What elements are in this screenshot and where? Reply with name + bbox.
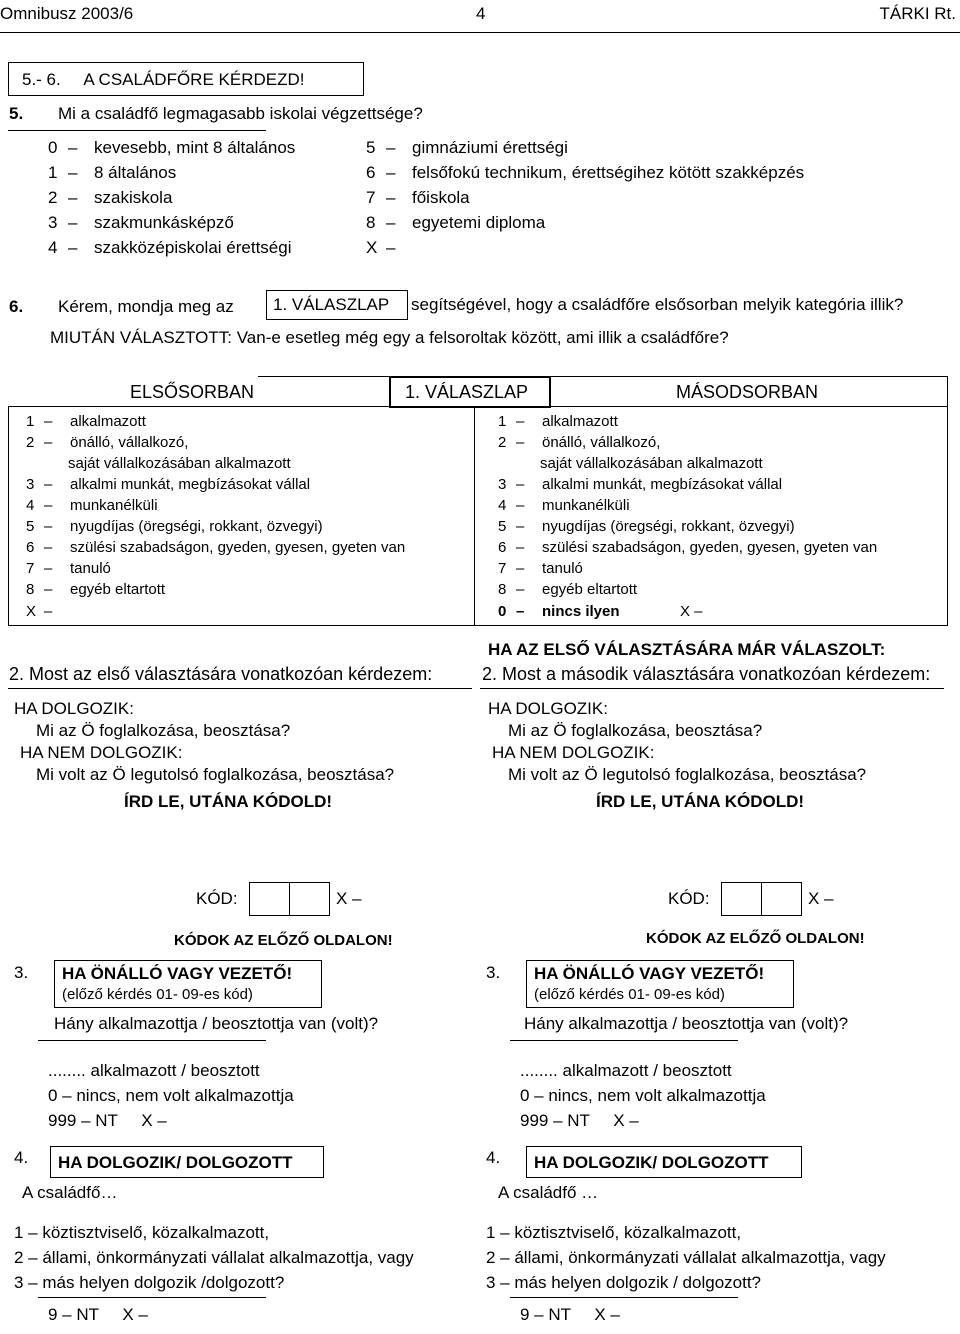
right-q3-text: Hány alkalmazottja / beosztottja van (volt)? bbox=[524, 1014, 849, 1033]
right-q4-head: HA DOLGOZIK/ DOLGOZOTT bbox=[534, 1153, 769, 1172]
list-item: 1 – alkalmazott bbox=[26, 413, 146, 430]
list-item: 0 – nincs ilyen bbox=[498, 603, 620, 620]
table-right-header: MÁSODSORBAN bbox=[676, 382, 819, 402]
right-kod-label: KÓD: bbox=[668, 889, 710, 908]
table-right-edge bbox=[947, 376, 948, 406]
left-q4-rule bbox=[38, 1297, 266, 1298]
table-card-header: 1. VÁLASZLAP bbox=[405, 382, 529, 402]
left-q4-opt3: 3 – más helyen dolgozik /dolgozott? bbox=[14, 1273, 285, 1292]
list-item: 5 – nyugdíjas (öregségi, rokkant, özvegyi) bbox=[498, 518, 795, 535]
right-q4-rule bbox=[510, 1297, 738, 1298]
left-q4-text: A családfő… bbox=[22, 1183, 118, 1202]
right-q3-rule bbox=[510, 1040, 738, 1041]
right-codes-prev: KÓDOK AZ ELŐZŐ OLDALON! bbox=[646, 930, 865, 947]
right-not-works-q: Mi volt az Ö legutolsó foglalkozása, beosztása? bbox=[508, 765, 867, 784]
right-q4-opt1: 1 – köztisztviselő, közalkalmazott, bbox=[486, 1223, 742, 1242]
page-number: 4 bbox=[476, 4, 486, 23]
list-item: 7 – tanuló bbox=[26, 560, 111, 577]
right-q3-number: 3. bbox=[486, 963, 501, 982]
list-item: 6 – szülési szabadságon, gyeden, gyesen, gyeten van bbox=[498, 539, 878, 556]
left-write-instruction: ÍRD LE, UTÁNA KÓDOLD! bbox=[124, 792, 333, 811]
list-item: 8 – egyéb eltartott bbox=[26, 581, 166, 598]
header-rule bbox=[0, 32, 960, 33]
edu-option: 2 – szakiskola bbox=[48, 188, 173, 207]
right-q3-head: HA ÖNÁLLÓ VAGY VEZETŐ! bbox=[534, 964, 765, 983]
right-q3-sub: (előző kérdés 01- 09-es kód) bbox=[534, 986, 725, 1003]
right-q4-opt3: 3 – más helyen dolgozik / dolgozott? bbox=[486, 1273, 762, 1292]
left-q4-nt: 9 – NT X – bbox=[48, 1305, 148, 1324]
left-q4-opt1: 1 – köztisztviselő, közalkalmazott, bbox=[14, 1223, 270, 1242]
left-kod-label: KÓD: bbox=[196, 889, 238, 908]
list-item: 2 – önálló, vállalkozó, bbox=[498, 434, 661, 451]
list-item: 3 – alkalmi munkát, megbízásokat vállal bbox=[498, 476, 783, 493]
list-item: 7 – tanuló bbox=[498, 560, 583, 577]
left-kod-box-1[interactable] bbox=[249, 882, 290, 916]
left-q3-sub: (előző kérdés 01- 09-es kód) bbox=[62, 986, 253, 1003]
q6-followup: MIUTÁN VÁLASZTOTT: Van-e esetleg még egy a felsoroltak között, ami illik a családfőre? bbox=[50, 328, 729, 347]
q5-number: 5. bbox=[9, 104, 24, 123]
edu-option: 7 – főiskola bbox=[366, 188, 470, 207]
left-q3-head: HA ÖNÁLLÓ VAGY VEZETŐ! bbox=[62, 964, 293, 983]
left-q4-head: HA DOLGOZIK/ DOLGOZOTT bbox=[58, 1153, 293, 1172]
left-q2: 2. Most az első választására vonatkozóan kérdezem: bbox=[9, 664, 433, 684]
right-kod-box-2[interactable] bbox=[761, 882, 802, 916]
right-x-code: X – bbox=[680, 603, 703, 620]
q6-text-after: segítségével, hogy a családfőre elsősorban melyik kategória illik? bbox=[411, 295, 904, 314]
list-item: 6 – szülési szabadságon, gyeden, gyesen, gyeten van bbox=[26, 539, 406, 556]
edu-option: 6 – felsőfokú technikum, érettségihez kötött szakképzés bbox=[366, 163, 805, 182]
table-left-header: ELSŐSORBAN bbox=[130, 382, 255, 402]
right-q2: 2. Most a második választására vonatkozóan kérdezem: bbox=[482, 664, 931, 684]
list-item: saját vállalkozásában alkalmazott bbox=[68, 455, 291, 472]
edu-option: 3 – szakmunkásképző bbox=[48, 213, 234, 232]
right-kod-box-1[interactable] bbox=[721, 882, 762, 916]
right-q2-rule bbox=[480, 688, 944, 689]
right-q4-text: A családfő … bbox=[498, 1183, 599, 1202]
left-q3-none: 0 – nincs, nem volt alkalmazottja bbox=[48, 1086, 294, 1105]
right-not-works: HA NEM DOLGOZIK: bbox=[492, 743, 655, 762]
list-item: 4 – munkanélküli bbox=[26, 497, 158, 514]
left-not-works: HA NEM DOLGOZIK: bbox=[20, 743, 183, 762]
table-top-rule bbox=[258, 376, 948, 377]
q5-rule bbox=[8, 130, 266, 131]
right-write-instruction: ÍRD LE, UTÁNA KÓDOLD! bbox=[596, 792, 805, 811]
right-q3-nt: 999 – NT X – bbox=[520, 1111, 639, 1130]
q6-number: 6. bbox=[9, 297, 24, 316]
list-item: X – bbox=[26, 603, 53, 620]
left-not-works-q: Mi volt az Ö legutolsó foglalkozása, beosztása? bbox=[36, 765, 395, 784]
left-works: HA DOLGOZIK: bbox=[14, 699, 134, 718]
list-item: 3 – alkalmi munkát, megbízásokat vállal bbox=[26, 476, 311, 493]
left-q3-rule bbox=[38, 1040, 266, 1041]
edu-option: 1 – 8 általános bbox=[48, 163, 177, 182]
left-kod-x: X – bbox=[336, 889, 362, 908]
instruction-text: 5.- 6. A CSALÁDFŐRE KÉRDEZD! bbox=[22, 70, 305, 89]
list-item: 2 – önálló, vállalkozó, bbox=[26, 434, 189, 451]
left-q4-opt2: 2 – állami, önkormányzati vállalat alkalmazottja, vagy bbox=[14, 1248, 414, 1267]
left-q2-rule bbox=[8, 688, 472, 689]
left-q4-number: 4. bbox=[14, 1148, 29, 1167]
right-q3-emp: ........ alkalmazott / beosztott bbox=[520, 1061, 732, 1080]
left-q3-text: Hány alkalmazottja / beosztottja van (volt)? bbox=[54, 1014, 379, 1033]
right-works: HA DOLGOZIK: bbox=[488, 699, 608, 718]
header-left: Omnibusz 2003/6 bbox=[0, 4, 134, 23]
left-q3-emp: ........ alkalmazott / beosztott bbox=[48, 1061, 260, 1080]
right-q4-nt: 9 – NT X – bbox=[520, 1305, 620, 1324]
q6-text-before: Kérem, mondja meg az bbox=[58, 297, 234, 316]
left-codes-prev: KÓDOK AZ ELŐZŐ OLDALON! bbox=[174, 932, 393, 949]
right-q4-number: 4. bbox=[486, 1148, 501, 1167]
list-item: 4 – munkanélküli bbox=[498, 497, 630, 514]
edu-option: X – bbox=[366, 238, 396, 257]
right-q3-none: 0 – nincs, nem volt alkalmazottja bbox=[520, 1086, 766, 1105]
left-q3-nt: 999 – NT X – bbox=[48, 1111, 167, 1130]
edu-option: 8 – egyetemi diploma bbox=[366, 213, 546, 232]
list-item: 1 – alkalmazott bbox=[498, 413, 618, 430]
right-kod-x: X – bbox=[808, 889, 834, 908]
right-q4-opt2: 2 – állami, önkormányzati vállalat alkalmazottja, vagy bbox=[486, 1248, 886, 1267]
list-item: 8 – egyéb eltartott bbox=[498, 581, 638, 598]
edu-option: 4 – szakközépiskolai érettségi bbox=[48, 238, 292, 257]
right-prefix: HA AZ ELSŐ VÁLASZTÁSÁRA MÁR VÁLASZOLT: bbox=[488, 640, 886, 659]
q5-text: Mi a családfő legmagasabb iskolai végzettsége? bbox=[58, 104, 423, 123]
right-works-q: Mi az Ö foglalkozása, beosztása? bbox=[508, 721, 763, 740]
table-divider bbox=[474, 406, 475, 626]
edu-option: 0 – kevesebb, mint 8 általános bbox=[48, 138, 296, 157]
left-q3-number: 3. bbox=[14, 963, 29, 982]
left-kod-box-2[interactable] bbox=[289, 882, 330, 916]
q6-card-label: 1. VÁLASZLAP bbox=[273, 295, 390, 314]
list-item: 5 – nyugdíjas (öregségi, rokkant, özvegyi) bbox=[26, 518, 323, 535]
edu-option: 5 – gimnáziumi érettségi bbox=[366, 138, 568, 157]
left-works-q: Mi az Ö foglalkozása, beosztása? bbox=[36, 721, 291, 740]
list-item: saját vállalkozásában alkalmazott bbox=[540, 455, 763, 472]
header-right: TÁRKI Rt. bbox=[879, 4, 956, 23]
